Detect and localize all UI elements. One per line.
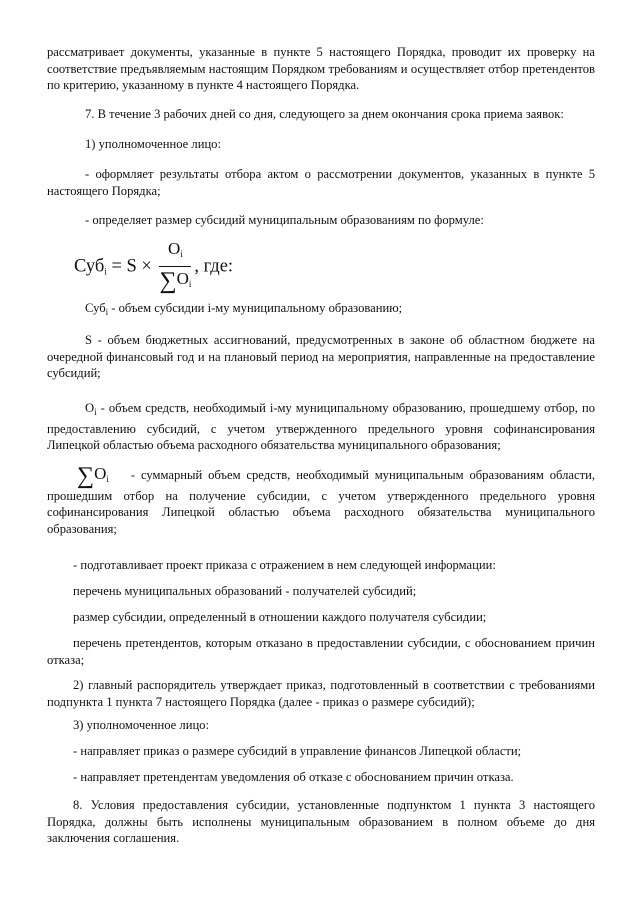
formula-denominator: $\sum O_i$ [159,268,192,294]
paragraph-subsidy-size: размер субсидии, определенный в отношении каждого получателя субсидии; [73,610,487,624]
subsidy-formula [74,238,374,294]
paragraph-formalize-results: - оформляет результаты отбора актом о рассмотрении документов, указанных в пункте 5 настоящего Порядка; [47,167,595,198]
formula-fraction [159,238,191,296]
paragraph-o-definition: $O_i$ - объем средств, необходимый i-му муниципальному образованию, прошедшему отбор, по предоставлению субсидий, с учетом утвержденного предельного уровня софинансирования Липецкой областью объема расходного обязательства муниципального образования; [47,401,595,453]
paragraph-item-8: 8. Условия предоставления субсидии, установленные подпунктом 1 пункта 3 настоящего Порядка, должны быть исполнены муниципальным образованием в полном объеме до дня заключения соглашения. [47,798,595,846]
sum-symbol: $\sum O_i$ [77,463,109,489]
formula-lhs: Суб [74,256,105,277]
paragraph-s-definition: S - объем бюджетных ассигнований, предусмотренных в законе об областном бюджете на очередной финансовый год и на плановый период на мероприятия, направленные на предоставление субсидий; [47,333,595,381]
formula-lhs-index: i [104,266,107,277]
paragraph-authorized-person-3: 3) уполномоченное лицо: [73,718,209,732]
paragraph-sub-definition: Суб$_i$ - объем субсидии i-му муниципальному образованию; [85,301,403,317]
paragraph-prepare-order: - подготавливает проект приказа с отражением в нем следующей информации: [73,558,496,572]
paragraph-determine-size: - определяет размер субсидий муниципальным образованиям по формуле: [85,213,484,227]
paragraph-send-order: - направляет приказ о размере субсидий в управление финансов Липецкой области; [73,744,522,758]
paragraph-refused-list: перечень претендентов, которым отказано в предоставлении субсидии, с обоснованием причин отказа; [47,636,595,667]
paragraph-authorized-person-1: 1) уполномоченное лицо: [85,137,221,151]
formula-equals: = S × [106,256,157,277]
formula-numerator: $O_i$ [159,238,191,267]
paragraph-review-documents: рассматривает документы, указанные в пункте 5 настоящего Порядка, проводит их проверку на соответствие предъявляемым настоящим Порядком требованиям и осуществляет отбор претендентов по критерию, указанному в пункте 4 настоящего Порядка. [47,45,595,93]
formula-tail: , где: [194,256,234,277]
paragraph-list-recipients: перечень муниципальных образований - получателей субсидий; [73,584,417,598]
paragraph-item-7: 7. В течение 3 рабочих дней со дня, следующего за днем окончания срока приема заявок: [85,107,564,121]
sigma-symbol: ∑ [159,268,177,294]
paragraph-sum-definition: $\sum O_i$ - суммарный объем средств, необходимый муниципальным образованиям области, прошедшим отбор на получение субсидии, с учетом утвержденного предельного уровня софинансирования Липецкой областью объема расходного обязательства муниципального образования; [47,463,595,536]
paragraph-chief-approves: 2) главный распорядитель утверждает приказ, подготовленный в соответствии с требованиями подпункта 1 пункта 7 настоящего Порядка (далее - приказ о размере субсидий); [47,678,595,709]
paragraph-send-refusals: - направляет претендентам уведомления об отказе с обоснованием причин отказа. [73,770,514,784]
